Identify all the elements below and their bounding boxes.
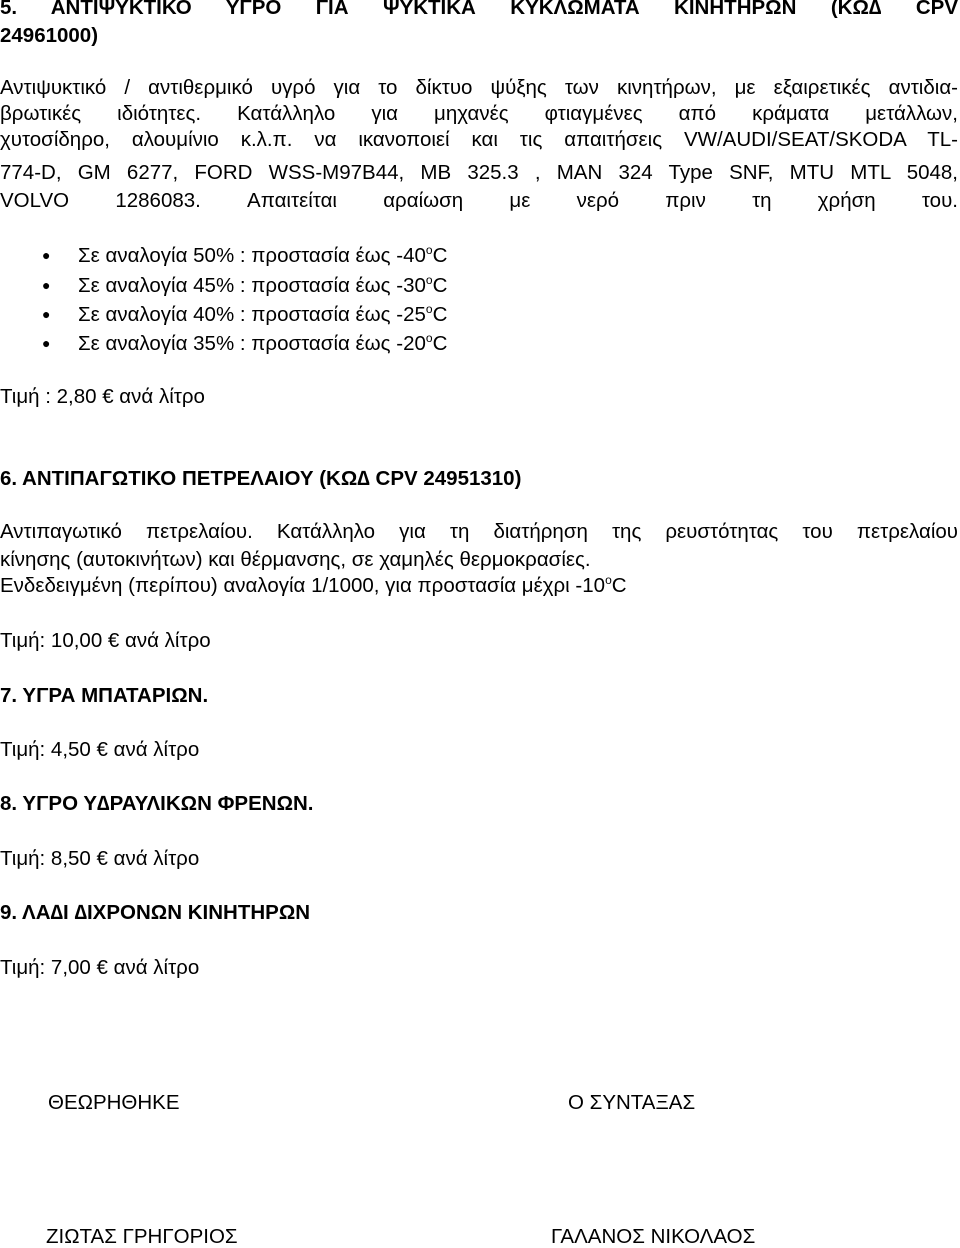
bullet-item-3: ● Σε αναλογία 40% : προστασία έως -25$^o$C [42,302,448,326]
section-8-heading: 8. ΥΓΡΟ Υ∆ΡΑΥΛΙΚΩΝ ΦΡΕΝΩΝ. [0,792,314,815]
section-7-heading: 7. ΥΓΡΑ ΜΠΑΤΑΡΙΩΝ. [0,684,209,707]
section-6-heading: 6. ΑΝΤΙΠΑΓΩΤΙΚΟ ΠΕΤΡΕΛΑΙΟΥ (ΚΩ∆ CPV 24951310) [0,467,522,490]
section-5-paragraph-line-4: 774-D, GM 6277, FORD WSS-M97B44, MB 325.3 , MAN 324 Type SNF, MTU MTL 5048, [0,161,958,184]
bullet-icon: ● [42,276,51,293]
bullet-item-1: ● Σε αναλογία 50% : προστασία έως -40$^o$C [42,243,448,267]
section-5-heading-line-1: 5. ΑΝΤΙΨΥΚΤΙΚΟ ΥΓΡΟ ΓΙΑ ΨΥΚΤΙΚΑ ΚΥΚΛΩΜΑΤΑ ΚΙΝΗΤΗΡΩΝ (ΚΩ∆ CPV [0,0,958,19]
section-5-heading-line-2: 24961000) [0,24,99,47]
section-6-paragraph-line-2: κίνησης (αυτοκινήτων) και θέρμανσης, σε χαμηλές θερμοκρασίες. [0,548,591,571]
section-5-paragraph-line-3: χυτοσίδηρο, αλουμίνιο κ.λ.π. να ικανοποιεί και τις απαιτήσεις VW/AUDI/SEAT/SKODA TL- [0,128,958,151]
bullet-icon: ● [42,246,51,263]
bullet-item-4: ● Σε αναλογία 35% : προστασία έως -20$^o$C [42,331,448,355]
signature-left-title: ΘΕΩΡΗΘΗΚΕ [48,1091,180,1114]
section-8-price: Τιμή: 8,50 € ανά λίτρο [0,847,200,870]
section-5-price: Τιμή : 2,80 € ανά λίτρο [0,385,205,408]
bullet-item-2: ● Σε αναλογία 45% : προστασία έως -30$^o$C [42,273,448,297]
section-5-paragraph-line-2: βρωτικές ιδιότητες. Κατάλληλο για μηχανές φτιαγμένες από κράματα μετάλλων, [0,102,958,125]
bullet-icon: ● [42,334,51,351]
signature-right-name: ΓΑΛΑΝΟΣ ΝΙΚΟΛΑΟΣ [551,1225,756,1248]
section-5-paragraph-line-1: Αντιψυκτικό / αντιθερμικό υγρό για το δίκτυο ψύξης των κινητήρων, με εξαιρετικές αντιδια- [0,76,958,99]
section-7-price: Τιμή: 4,50 € ανά λίτρο [0,738,200,761]
section-9-price: Τιμή: 7,00 € ανά λίτρο [0,956,200,979]
bullet-icon: ● [42,305,51,322]
section-6-paragraph-line-3: Ενδεδειγμένη (περίπου) αναλογία 1/1000, για προστασία μέχρι -10$^o$C [0,573,627,597]
section-5-paragraph-line-5: VOLVO 1286083. Απαιτείται αραίωση με νερό πριν τη χρήση του. [0,189,958,212]
section-9-heading: 9. ΛΑ∆Ι ∆ΙΧΡΟΝΩΝ ΚΙΝΗΤΗΡΩΝ [0,901,311,924]
signature-left-name: ΖΙΩΤΑΣ ΓΡΗΓΟΡΙΟΣ [46,1225,238,1248]
signature-right-title: Ο ΣΥΝΤΑΞΑΣ [568,1091,696,1114]
section-6-price: Τιμή: 10,00 € ανά λίτρο [0,629,211,652]
section-6-paragraph-line-1: Αντιπαγωτικό πετρελαίου. Κατάλληλο για τη διατήρηση της ρευστότητας του πετρελαίου [0,520,958,543]
